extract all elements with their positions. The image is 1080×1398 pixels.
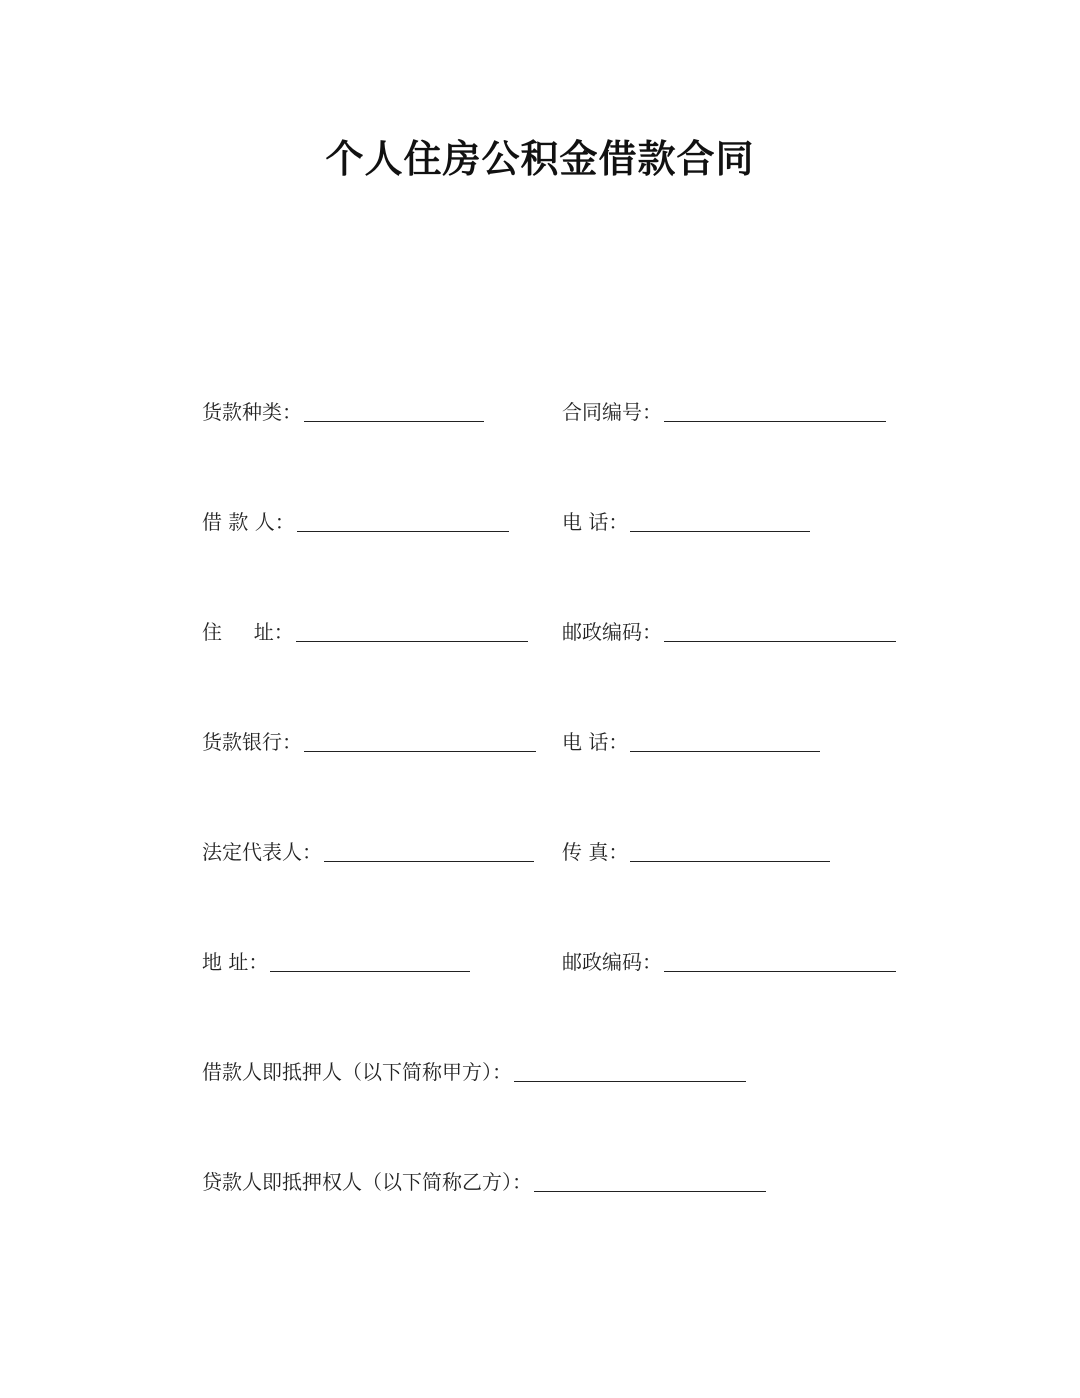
postal-code-1-label: 邮政编码： <box>562 620 662 644</box>
phone-1-field <box>562 502 810 536</box>
party-a-label: 借款人即抵押人（以下简称甲方）： <box>202 1060 512 1084</box>
party-b-blank[interactable] <box>534 1169 766 1192</box>
loan-type-label: 货款种类： <box>202 400 302 424</box>
bank-address-field <box>202 942 470 976</box>
legal-rep-field <box>202 832 534 866</box>
address-field <box>202 612 528 646</box>
postal-code-1-field <box>562 612 896 646</box>
party-a-blank[interactable] <box>514 1059 746 1082</box>
borrower-label: 借 款 人： <box>202 510 295 534</box>
party-a-field <box>202 1052 746 1086</box>
phone-1-label: 电 话： <box>562 510 629 534</box>
contract-no-field <box>562 392 886 426</box>
phone-2-blank[interactable] <box>630 729 820 752</box>
loan-type-blank[interactable] <box>304 399 484 422</box>
fax-field <box>562 832 830 866</box>
phone-2-label: 电 话： <box>562 730 629 754</box>
party-b-field <box>202 1162 766 1196</box>
contract-no-label: 合同编号： <box>562 400 662 424</box>
document-title: 个人住房公积金借款合同 <box>325 137 755 181</box>
fax-label: 传 真： <box>562 840 629 864</box>
address-label: 住 址： <box>202 620 294 644</box>
borrower-field <box>202 502 509 536</box>
phone-1-blank[interactable] <box>630 509 810 532</box>
lending-bank-field <box>202 722 536 756</box>
bank-address-blank[interactable] <box>270 949 470 972</box>
loan-type-field <box>202 392 484 426</box>
lending-bank-label: 货款银行： <box>202 730 302 754</box>
contract-no-blank[interactable] <box>664 399 886 422</box>
bank-address-label: 地 址： <box>202 950 269 974</box>
fax-blank[interactable] <box>630 839 830 862</box>
phone-2-field <box>562 722 820 756</box>
legal-rep-blank[interactable] <box>324 839 534 862</box>
borrower-blank[interactable] <box>297 509 509 532</box>
postal-code-1-blank[interactable] <box>664 619 896 642</box>
party-b-label: 贷款人即抵押权人（以下简称乙方）： <box>202 1170 532 1194</box>
address-blank[interactable] <box>296 619 528 642</box>
postal-code-2-label: 邮政编码： <box>562 950 662 974</box>
lending-bank-blank[interactable] <box>304 729 536 752</box>
legal-rep-label: 法定代表人： <box>202 840 322 864</box>
postal-code-2-field <box>562 942 896 976</box>
postal-code-2-blank[interactable] <box>664 949 896 972</box>
